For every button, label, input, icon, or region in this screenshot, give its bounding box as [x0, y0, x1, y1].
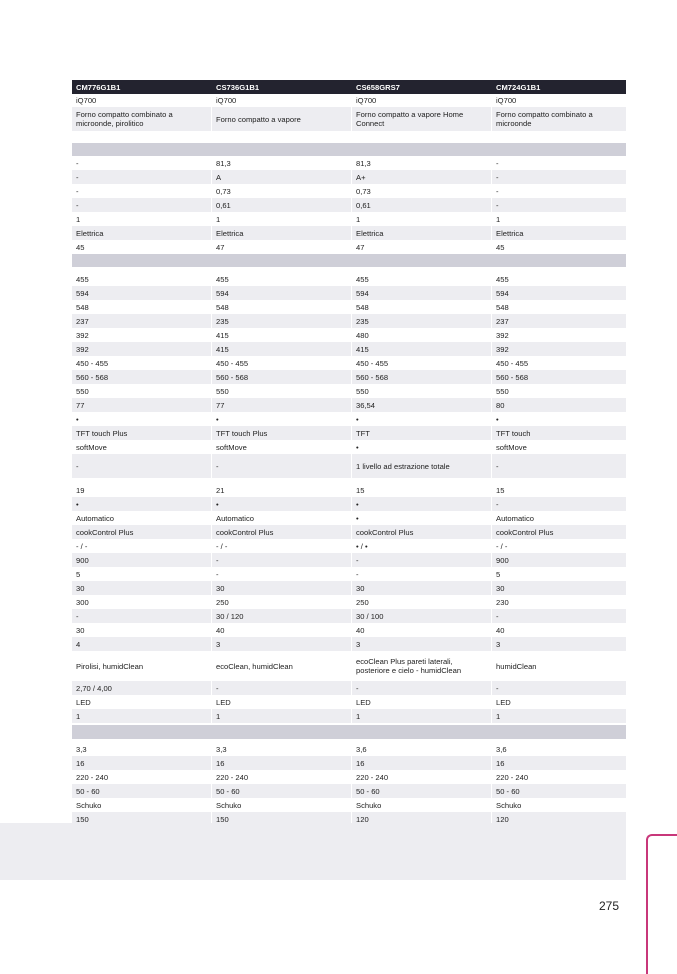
table-cell: 30	[351, 581, 491, 595]
table-cell: 77	[211, 398, 351, 412]
table-cell: 235	[211, 314, 351, 328]
table-cell: 15	[351, 483, 491, 497]
table-cell: Elettrica	[76, 228, 104, 238]
table-cell: 548	[491, 300, 626, 314]
table-cell: 415	[211, 342, 351, 356]
table-row	[72, 553, 626, 567]
table-row	[72, 651, 626, 681]
table-cell: 30	[211, 581, 351, 595]
table-cell: 3	[351, 637, 491, 651]
table-cell: 594	[491, 286, 626, 300]
table-row	[72, 742, 626, 756]
table-cell: 594	[351, 286, 491, 300]
table-cell: •	[491, 412, 626, 426]
table-cell: iQ700	[76, 96, 97, 105]
table-cell: •	[351, 412, 491, 426]
table-cell: -	[76, 461, 79, 471]
column-header: CS658GRS7	[351, 80, 491, 94]
table-cell: 250	[351, 595, 491, 609]
table-cell: 392	[491, 328, 626, 342]
table-cell: -	[351, 681, 491, 695]
table-cell: Automatico	[76, 513, 114, 523]
table-cell: 47	[211, 240, 351, 254]
table-cell: 0,73	[351, 184, 491, 198]
table-row	[72, 156, 626, 170]
table-cell: 2,70 / 4,00	[76, 683, 112, 693]
table-cell: 237	[491, 314, 626, 328]
table-cell: 550	[211, 384, 351, 398]
table-cell: 3	[491, 637, 626, 651]
table-cell: Elettrica	[211, 226, 351, 240]
table-cell: - / -	[211, 539, 351, 553]
table-row	[72, 440, 626, 454]
section-divider	[72, 143, 626, 156]
table-cell: 1	[76, 711, 81, 721]
table-cell: 50 - 60	[491, 784, 626, 798]
table-cell: iQ700	[211, 94, 351, 107]
row-spacer	[72, 131, 626, 143]
table-cell: 30 / 100	[351, 609, 491, 623]
table-cell: cookControl Plus	[351, 525, 491, 539]
table-cell: 1	[76, 214, 81, 224]
table-row	[72, 609, 626, 623]
table-cell: 550	[351, 384, 491, 398]
table-row	[72, 412, 626, 426]
table-cell: Forno compatto a vapore Home Connect	[351, 107, 491, 131]
table-row	[72, 798, 626, 812]
table-cell: 450 - 455	[351, 356, 491, 370]
table-cell: A+	[351, 170, 491, 184]
table-row	[72, 342, 626, 356]
table-cell: 392	[76, 344, 89, 354]
table-cell: -	[211, 553, 351, 567]
table-row	[72, 384, 626, 398]
chapter-tab-marker	[646, 834, 677, 974]
table-row	[72, 212, 626, 226]
table-cell: •	[76, 499, 79, 509]
table-cell: Schuko	[76, 800, 102, 810]
table-cell: Automatico	[211, 511, 351, 525]
table-cell: •	[351, 497, 491, 511]
table-cell: 450 - 455	[211, 356, 351, 370]
table-cell: 16	[491, 756, 626, 770]
table-cell: 1	[211, 212, 351, 226]
table-cell: TFT	[351, 426, 491, 440]
table-cell: cookControl Plus	[76, 527, 134, 537]
table-cell: 450 - 455	[76, 358, 109, 368]
table-row	[72, 94, 626, 107]
table-cell: humidClean	[491, 651, 626, 681]
table-cell: 415	[211, 328, 351, 342]
table-cell: 80	[491, 398, 626, 412]
table-cell: 1 livello ad estrazione totale	[351, 454, 491, 478]
table-cell: Pirolisi, humidClean	[76, 661, 144, 671]
table-cell: 3,3	[76, 744, 87, 754]
table-cell: 77	[76, 400, 85, 410]
table-cell: 594	[76, 288, 89, 298]
table-cell: ecoClean, humidClean	[211, 651, 351, 681]
table-cell: 415	[351, 342, 491, 356]
table-row	[72, 426, 626, 440]
table-cell: -	[211, 454, 351, 478]
table-cell: 548	[76, 302, 89, 312]
table-cell: TFT touch Plus	[211, 426, 351, 440]
table-cell: -	[76, 611, 79, 621]
table-cell: 550	[491, 384, 626, 398]
table-cell: -	[211, 681, 351, 695]
table-cell: 392	[491, 342, 626, 356]
table-cell: 47	[351, 240, 491, 254]
table-cell: LED	[351, 695, 491, 709]
table-row	[72, 272, 626, 286]
table-cell: 16	[76, 758, 85, 768]
table-cell: A	[211, 170, 351, 184]
table-row	[72, 370, 626, 384]
table-cell: 5	[76, 569, 81, 579]
table-row	[72, 300, 626, 314]
table-cell: •	[211, 497, 351, 511]
table-cell: 900	[491, 553, 626, 567]
table-cell: 455	[351, 272, 491, 286]
table-cell: softMove	[76, 442, 107, 452]
table-cell: 392	[76, 330, 89, 340]
table-cell: -	[491, 156, 626, 170]
table-cell: 120	[351, 812, 491, 826]
table-cell: 36,54	[351, 398, 491, 412]
table-cell: 220 - 240	[211, 770, 351, 784]
table-header	[72, 80, 626, 94]
table-cell: Schuko	[211, 798, 351, 812]
table-cell: -	[491, 609, 626, 623]
table-cell: 50 - 60	[211, 784, 351, 798]
table-cell: •	[76, 414, 79, 424]
table-cell: 220 - 240	[351, 770, 491, 784]
table-cell: •	[351, 511, 491, 525]
table-cell: 3,6	[351, 742, 491, 756]
table-cell: 50 - 60	[76, 786, 100, 796]
table-cell: iQ700	[491, 94, 626, 107]
table-cell: Schuko	[491, 798, 626, 812]
table-row	[72, 567, 626, 581]
table-row	[72, 695, 626, 709]
table-row	[72, 483, 626, 497]
table-cell: -	[491, 681, 626, 695]
table-cell: Forno compatto combinato a microonde	[491, 107, 626, 131]
table-cell: 250	[211, 595, 351, 609]
table-cell: 1	[491, 709, 626, 723]
table-cell: 548	[351, 300, 491, 314]
table-cell: • / •	[351, 539, 491, 553]
table-cell: 30 / 120	[211, 609, 351, 623]
table-cell: Forno compatto combinato a microonde, pirolitico	[76, 110, 173, 128]
table-cell: -	[491, 170, 626, 184]
table-cell: 455	[491, 272, 626, 286]
table-cell: 40	[351, 623, 491, 637]
table-cell: 30	[491, 581, 626, 595]
table-cell: - / -	[491, 539, 626, 553]
table-row	[72, 525, 626, 539]
table-cell: 16	[351, 756, 491, 770]
table-cell: 220 - 240	[76, 772, 109, 782]
table-cell: 1	[211, 709, 351, 723]
table-cell: 16	[211, 756, 351, 770]
table-row	[72, 226, 626, 240]
table-row	[72, 198, 626, 212]
table-cell: LED	[76, 697, 91, 707]
table-cell: 455	[76, 274, 89, 284]
table-cell: 50 - 60	[351, 784, 491, 798]
table-cell: 120	[491, 812, 626, 826]
table-cell: -	[491, 184, 626, 198]
table-cell: 19	[76, 485, 85, 495]
table-cell: 900	[76, 555, 89, 565]
table-cell: 3,3	[211, 742, 351, 756]
table-cell: -	[491, 198, 626, 212]
table-row	[72, 637, 626, 651]
table-cell: cookControl Plus	[211, 525, 351, 539]
table-cell: 21	[211, 483, 351, 497]
section-divider	[72, 254, 626, 267]
table-cell: -	[76, 200, 79, 210]
table-cell: 30	[76, 625, 85, 635]
table-row	[72, 623, 626, 637]
table-cell: 550	[76, 386, 89, 396]
table-cell: 300	[76, 597, 89, 607]
table-row	[72, 398, 626, 412]
table-cell: 560 - 568	[76, 372, 109, 382]
table-cell: 40	[211, 623, 351, 637]
table-cell: 560 - 568	[351, 370, 491, 384]
table-cell: •	[211, 412, 351, 426]
page-number: 275	[599, 899, 620, 913]
table-row	[72, 681, 626, 695]
table-cell: Forno compatto a vapore	[211, 107, 351, 131]
table-cell: LED	[211, 695, 351, 709]
table-cell: 560 - 568	[211, 370, 351, 384]
table-cell: 5	[491, 567, 626, 581]
table-cell: 0,73	[211, 184, 351, 198]
table-cell: 560 - 568	[491, 370, 626, 384]
table-cell: 450 - 455	[491, 356, 626, 370]
table-cell: -	[351, 567, 491, 581]
table-cell: 45	[76, 242, 85, 252]
footer-band	[0, 823, 626, 880]
table-cell: 1	[351, 212, 491, 226]
table-cell: 81,3	[211, 156, 351, 170]
table-cell: 15	[491, 483, 626, 497]
table-row	[72, 184, 626, 198]
table-cell: cookControl Plus	[491, 525, 626, 539]
table-cell: 150	[211, 812, 351, 826]
table-cell: 0,61	[351, 198, 491, 212]
table-cell: 455	[211, 272, 351, 286]
table-cell: 1	[351, 709, 491, 723]
table-cell: TFT touch Plus	[76, 428, 128, 438]
table-row	[72, 709, 626, 723]
table-row	[72, 107, 626, 131]
table-row	[72, 356, 626, 370]
table-row	[72, 497, 626, 511]
table-cell: TFT touch	[491, 426, 626, 440]
column-header: CM776G1B1	[76, 82, 121, 92]
table-cell: 0,61	[211, 198, 351, 212]
table-cell: iQ700	[351, 94, 491, 107]
table-cell: -	[76, 158, 79, 168]
table-cell: 4	[76, 639, 81, 649]
column-header: CM724G1B1	[491, 80, 626, 94]
spec-table	[72, 80, 626, 826]
table-cell: 548	[211, 300, 351, 314]
table-cell: -	[211, 567, 351, 581]
table-cell: 45	[491, 240, 626, 254]
table-cell: 235	[351, 314, 491, 328]
table-cell: 150	[76, 814, 89, 824]
table-row	[72, 784, 626, 798]
table-cell: 480	[351, 328, 491, 342]
table-cell: -	[491, 497, 626, 511]
table-cell: 1	[491, 212, 626, 226]
table-row	[72, 770, 626, 784]
table-body	[72, 94, 626, 826]
table-cell: Elettrica	[351, 226, 491, 240]
table-row	[72, 454, 626, 478]
table-cell: softMove	[491, 440, 626, 454]
table-cell: 30	[76, 583, 85, 593]
table-cell: ecoClean Plus pareti laterali, posteriore e cielo - humidClean	[351, 651, 491, 681]
table-row	[72, 170, 626, 184]
table-cell: -	[491, 454, 626, 478]
table-cell: LED	[491, 695, 626, 709]
table-cell: Automatico	[491, 511, 626, 525]
table-row	[72, 286, 626, 300]
table-cell: Elettrica	[491, 226, 626, 240]
table-cell: -	[76, 172, 79, 182]
table-cell: 81,3	[351, 156, 491, 170]
table-cell: 230	[491, 595, 626, 609]
table-row	[72, 756, 626, 770]
section-divider	[72, 725, 626, 739]
table-cell: - / -	[76, 541, 88, 551]
table-row	[72, 581, 626, 595]
table-cell: 40	[491, 623, 626, 637]
table-cell: 237	[76, 316, 89, 326]
table-cell: 220 - 240	[491, 770, 626, 784]
table-row	[72, 539, 626, 553]
table-row	[72, 314, 626, 328]
column-header: CS736G1B1	[211, 80, 351, 94]
table-cell: softMove	[211, 440, 351, 454]
table-cell: 3,6	[491, 742, 626, 756]
table-row	[72, 328, 626, 342]
table-row	[72, 595, 626, 609]
table-cell: -	[76, 186, 79, 196]
table-row	[72, 511, 626, 525]
table-cell: •	[351, 440, 491, 454]
table-cell: 3	[211, 637, 351, 651]
table-cell: -	[351, 553, 491, 567]
table-cell: Schuko	[351, 798, 491, 812]
table-cell: 594	[211, 286, 351, 300]
table-row	[72, 240, 626, 254]
